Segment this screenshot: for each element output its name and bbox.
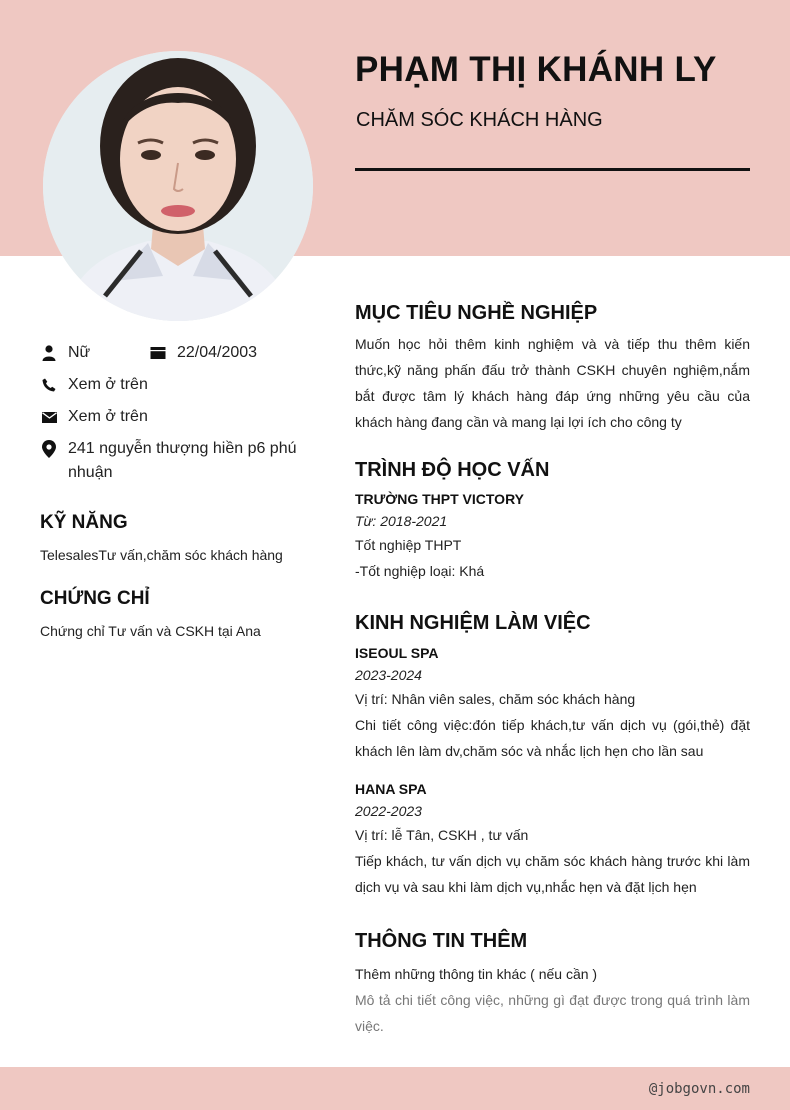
education-heading: TRÌNH ĐỘ HỌC VẤN bbox=[355, 459, 550, 481]
envelope-icon bbox=[40, 405, 58, 429]
job-position: Vị trí: lễ Tân, CSKH , tư vấn bbox=[355, 827, 529, 843]
address-row bbox=[40, 437, 308, 485]
objective-section bbox=[355, 302, 750, 435]
phone-icon bbox=[40, 373, 58, 397]
job-details: Chi tiết công việc:đón tiếp khách,tư vấn dịch vụ (gói,thẻ) đặt khách lên làm dv,chăm sóc và nhắc lịch hẹn cho lần sau bbox=[355, 717, 750, 759]
skills-text: TelesalesTư vấn,chăm sóc khách hàng bbox=[40, 547, 283, 563]
person-icon bbox=[40, 341, 58, 365]
job-title: CHĂM SÓC KHÁCH HÀNG bbox=[356, 109, 603, 131]
additional-heading: THÔNG TIN THÊM bbox=[355, 930, 528, 952]
additional-description: Mô tả chi tiết công việc, những gì đạt được trong quá trình làm việc. bbox=[355, 992, 750, 1034]
experience-section bbox=[355, 612, 750, 900]
gender-row bbox=[40, 341, 90, 365]
footer-credit: @jobgovn.com bbox=[648, 1081, 750, 1097]
gender-value: Nữ bbox=[68, 344, 91, 361]
additional-line: Thêm những thông tin khác ( nếu cần ) bbox=[355, 966, 598, 982]
phone-value: Xem ở trên bbox=[68, 376, 148, 393]
skills-heading: KỸ NĂNG bbox=[40, 512, 128, 533]
objective-text: Muốn học hỏi thêm kinh nghiệm và và tiếp thu thêm kiến thức,kỹ năng phấn đấu trở thành CSKH chuyên nghiệm,nắm bắt được tâm lý khách hàng đáp ứng những yêu cầu của khách hàng đang cần và mang lại lợi ích cho công ty bbox=[355, 336, 750, 430]
job-details: Tiếp khách, tư vấn dịch vụ chăm sóc khách hàng trước khi làm dịch vụ và sau khi làm dịch vụ,nhắc hẹn và đặt lịch hẹn bbox=[355, 853, 750, 895]
calendar-icon bbox=[149, 341, 167, 365]
job-period: 2023-2024 bbox=[355, 667, 422, 683]
location-pin-icon bbox=[40, 437, 58, 461]
candidate-name: PHẠM THỊ KHÁNH LY bbox=[355, 50, 717, 89]
education-period: Từ: 2018-2021 bbox=[355, 513, 448, 529]
address-value: 241 nguyễn thượng hiền p6 phú nhuận bbox=[68, 440, 297, 481]
job-entry bbox=[355, 781, 750, 900]
certificates-text: Chứng chỉ Tư vấn và CSKH tại Ana bbox=[40, 623, 261, 639]
title-divider bbox=[355, 168, 750, 171]
education-section bbox=[355, 459, 750, 584]
job-position: Vị trí: Nhân viên sales, chăm sóc khách hàng bbox=[355, 691, 636, 707]
birthdate-value: 22/04/2003 bbox=[177, 344, 258, 361]
certificates-heading: CHỨNG CHỈ bbox=[40, 588, 150, 609]
company-name: HANA SPA bbox=[355, 781, 427, 797]
education-line: -Tốt nghiệp loại: Khá bbox=[355, 563, 485, 579]
school-name: TRƯỜNG THPT VICTORY bbox=[355, 491, 525, 507]
email-row bbox=[40, 405, 148, 429]
experience-heading: KINH NGHIỆM LÀM VIỆC bbox=[355, 612, 591, 634]
phone-row bbox=[40, 373, 148, 397]
additional-section bbox=[355, 930, 750, 1039]
job-entry bbox=[355, 645, 750, 764]
education-line: Tốt nghiệp THPT bbox=[355, 537, 462, 553]
profile-photo bbox=[43, 51, 313, 321]
company-name: ISEOUL SPA bbox=[355, 645, 439, 661]
email-value: Xem ở trên bbox=[68, 408, 148, 425]
birthdate-row bbox=[149, 341, 257, 365]
job-period: 2022-2023 bbox=[355, 803, 422, 819]
footer-band bbox=[0, 1067, 790, 1110]
objective-heading: MỤC TIÊU NGHỀ NGHIỆP bbox=[355, 302, 598, 324]
